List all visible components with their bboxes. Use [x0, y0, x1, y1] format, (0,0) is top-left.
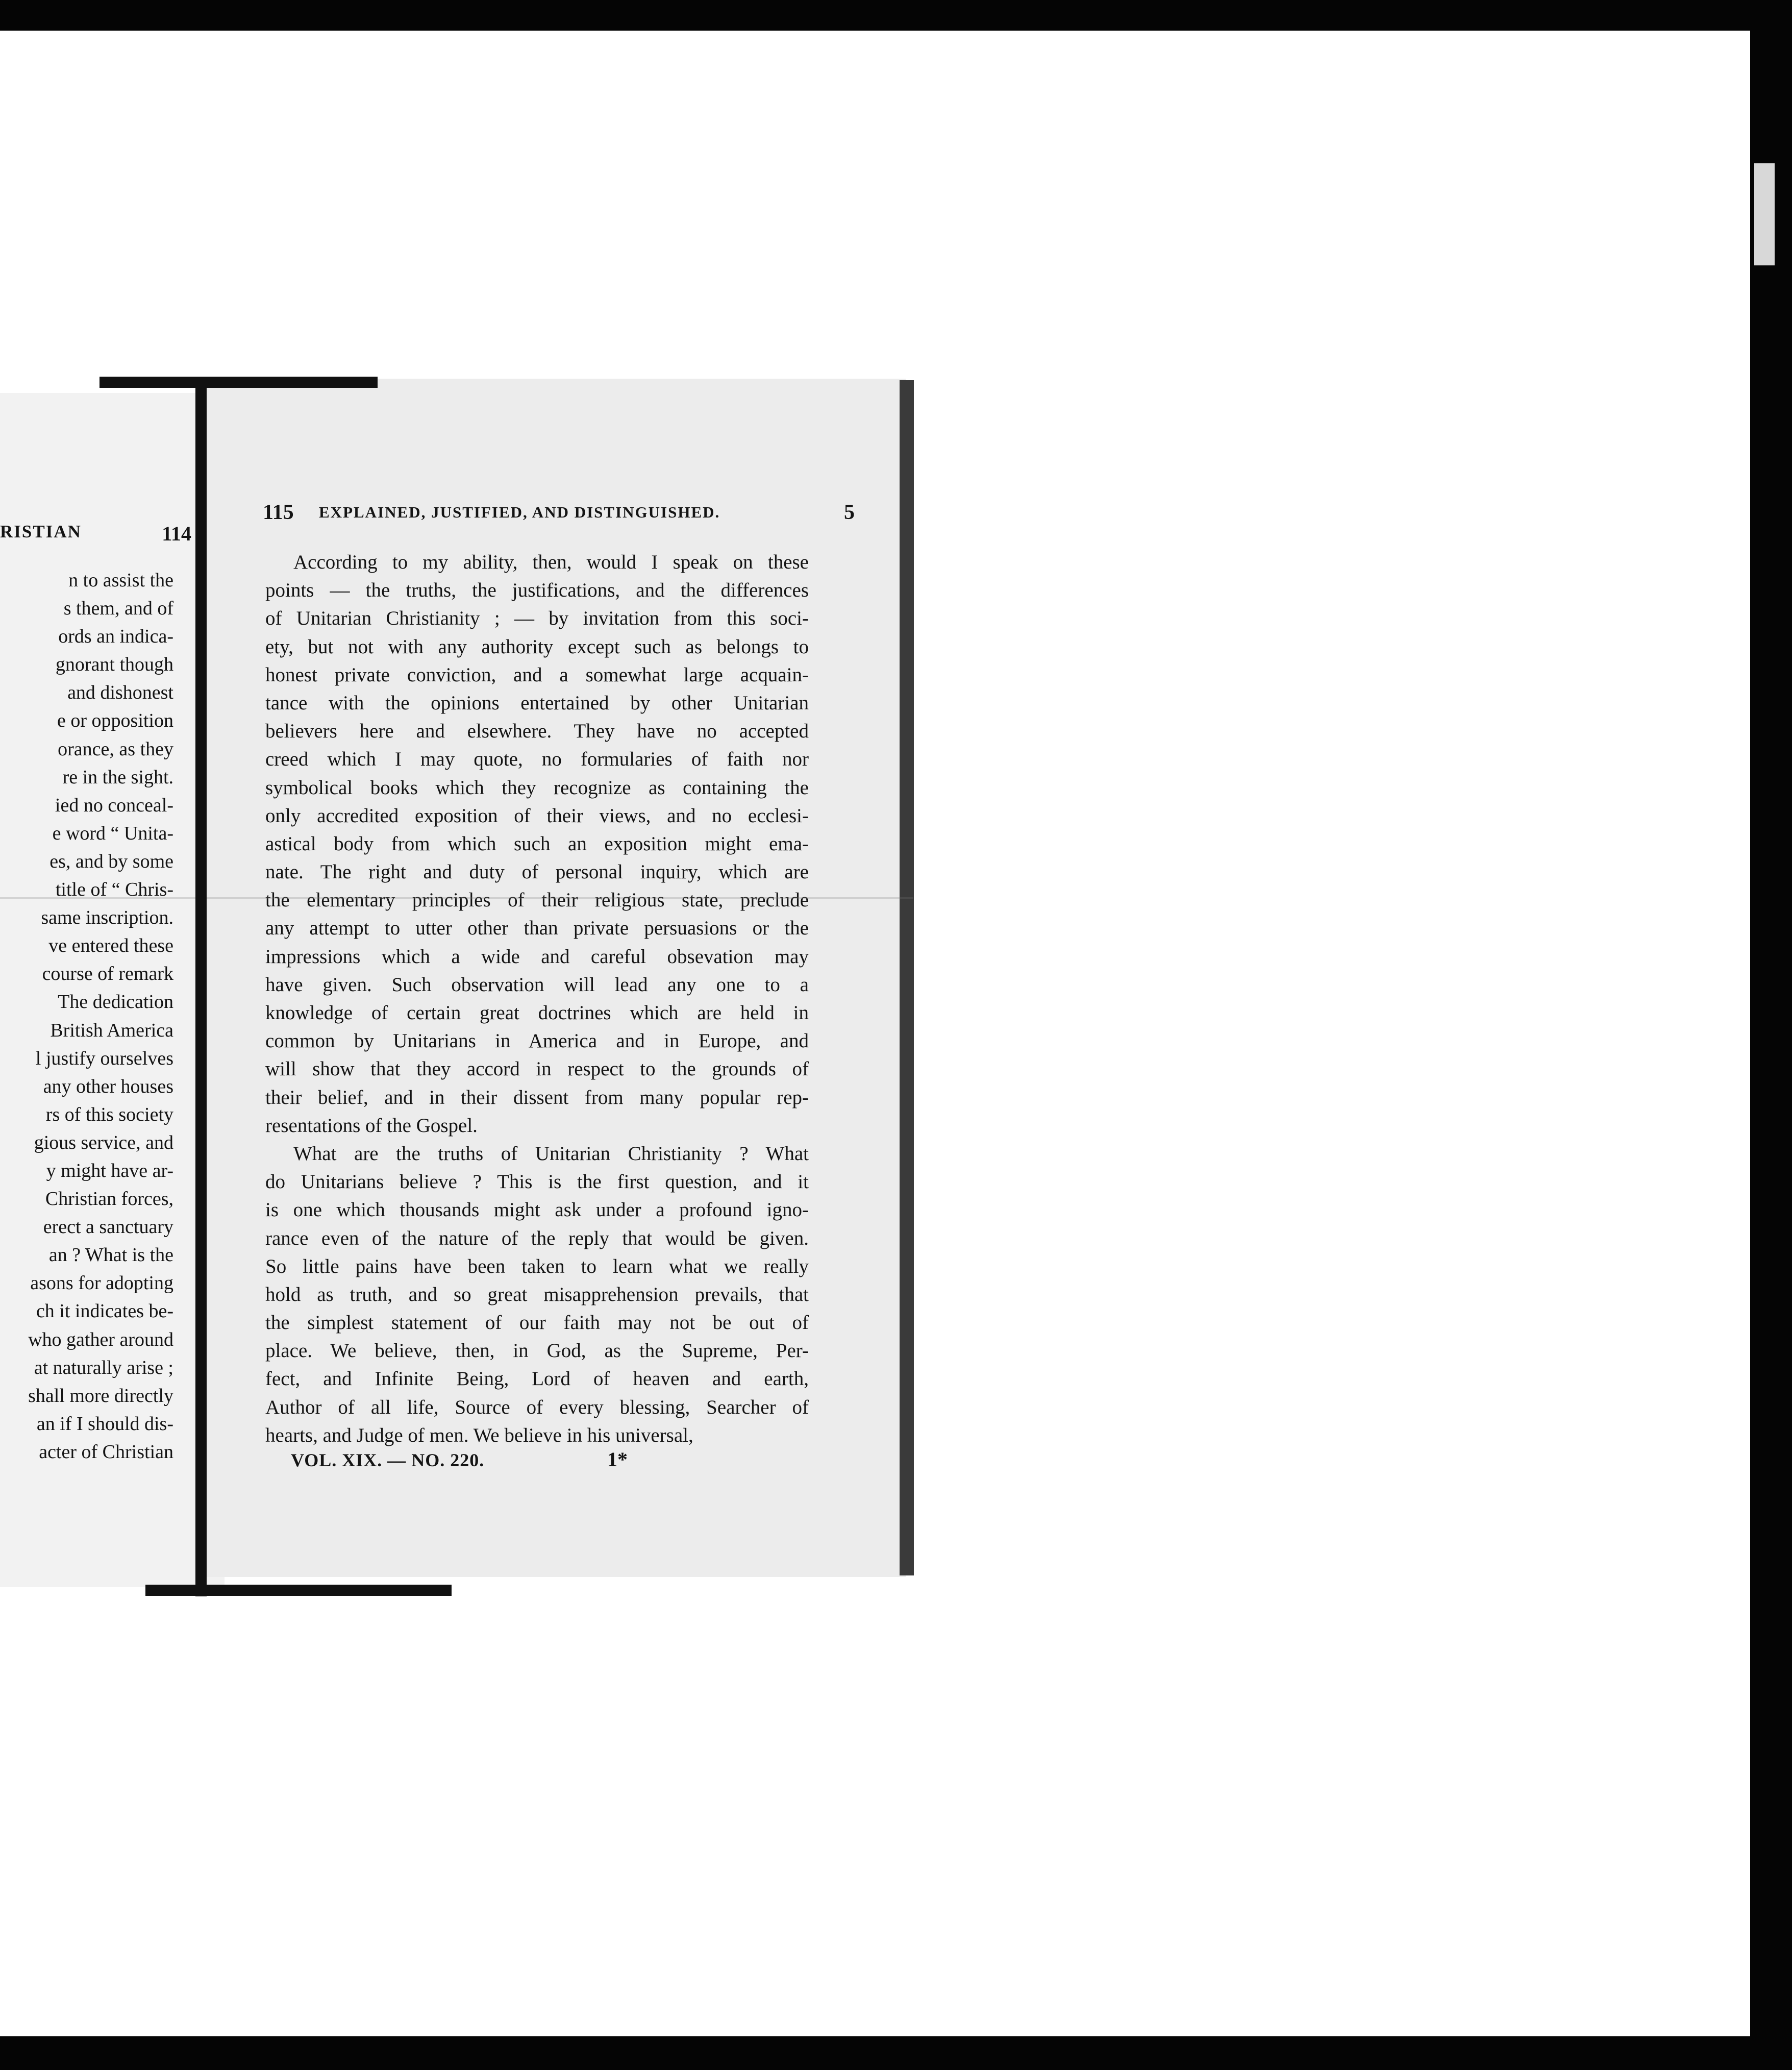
text-line: So little pains have been taken to learn what we really [265, 1255, 809, 1277]
scan-border-blemish [1754, 163, 1775, 265]
scan-border-bottom [0, 2036, 1792, 2070]
text-line: rance even of the nature of the reply that would be given. [265, 1227, 809, 1249]
text-line: Author of all life, Source of every blessing, Searcher of [265, 1396, 809, 1418]
left-text-line: Christian forces, [45, 1188, 173, 1210]
text-line: believers here and elsewhere. They have no accepted [265, 720, 809, 743]
text-line: is one which thousands might ask under a profound igno- [265, 1199, 809, 1221]
text-line: only accredited exposition of their views, and no ecclesi- [265, 804, 809, 827]
text-line: the elementary principles of their religious state, preclude [265, 889, 809, 911]
text-line: tance with the opinions entertained by other Unitarian [265, 692, 809, 714]
text-line: fect, and Infinite Being, Lord of heaven and earth, [265, 1368, 809, 1390]
left-text-line: e or opposition [57, 710, 173, 732]
text-line: do Unitarians believe ? This is the first question, and it [265, 1171, 809, 1193]
left-text-line: re in the sight. [62, 766, 173, 788]
left-text-line: gnorant though [55, 654, 173, 676]
left-text-line: l justify ourselves [35, 1047, 173, 1069]
left-text-line: erect a sanctuary [43, 1216, 173, 1238]
left-text-line: shall more directly [28, 1385, 173, 1407]
left-text-line: same inscription. [41, 907, 173, 929]
folio-number: 5 [844, 501, 855, 524]
left-text-line: e word “ Unita- [52, 822, 173, 844]
fold-line [0, 897, 913, 899]
left-page-text [28, 566, 173, 1466]
page-edge-shadow [900, 380, 914, 1575]
scan-border-top [0, 0, 1792, 31]
text-line: According to my ability, then, would I speak on these [293, 551, 809, 573]
left-running-head: RISTIAN [0, 522, 82, 541]
mount-strip-bottom [145, 1585, 452, 1596]
text-line: astical body from which such an exposition might ema- [265, 832, 809, 855]
mount-strip-vertical [195, 377, 207, 1596]
text-line: honest private conviction, and a somewhat large acquain- [265, 663, 809, 686]
left-text-line: title of “ Chris- [55, 879, 173, 901]
left-text-line: and dishonest [67, 682, 173, 704]
text-line: symbolical books which they recognize as containing the [265, 776, 809, 799]
left-text-line: asons for adopting [30, 1272, 173, 1294]
mount-strip-top [99, 377, 378, 388]
left-text-line: s them, and of [63, 598, 173, 620]
left-text-line: gious service, and [34, 1131, 173, 1153]
right-page [207, 379, 906, 1577]
left-text-line: orance, as they [58, 738, 173, 760]
left-text-line: ch it indicates be- [36, 1300, 173, 1322]
text-line: creed which I may quote, no formularies of faith nor [265, 748, 809, 771]
text-line: place. We believe, then, in God, as the Supreme, Per- [265, 1340, 809, 1362]
text-line: ety, but not with any authority except such as belongs to [265, 635, 809, 658]
left-text-line: acter of Christian [39, 1441, 173, 1463]
text-line: any attempt to utter other than private persuasions or the [265, 917, 809, 940]
text-line: their belief, and in their dissent from many popular rep- [265, 1086, 809, 1108]
left-text-line: an ? What is the [48, 1244, 173, 1266]
text-line: impressions which a wide and careful obsevation may [265, 945, 809, 968]
right-page-text [265, 548, 809, 1449]
scan-page-number: 115 [263, 501, 294, 524]
right-page-header [263, 500, 855, 531]
text-line: knowledge of certain great doctrines which are held in [265, 1002, 809, 1024]
text-line: resentations of the Gospel. [265, 1114, 478, 1137]
running-head: EXPLAINED, JUSTIFIED, AND DISTINGUISHED. [319, 503, 720, 521]
left-text-line: ve entered these [48, 935, 173, 957]
text-line: of Unitarian Christianity ; — by invitation from this soci- [265, 607, 809, 630]
text-line: points — the truths, the justifications, and the differences [265, 579, 809, 602]
left-text-line: ied no conceal- [55, 794, 173, 816]
right-page-footer [291, 1449, 699, 1480]
scan-border-right [1750, 0, 1792, 2070]
left-text-line: who gather around [28, 1328, 173, 1350]
left-text-line: an if I should dis- [36, 1413, 173, 1435]
left-text-line: any other houses [43, 1075, 173, 1097]
left-text-line: The dedication [58, 991, 173, 1013]
signature-mark: 1* [607, 1448, 628, 1471]
text-line: have given. Such observation will lead any one to a [265, 973, 809, 996]
left-text-line: British America [50, 1019, 173, 1041]
left-text-line: course of remark [42, 963, 173, 985]
volume-line: VOL. XIX. — NO. 220. [291, 1450, 485, 1470]
left-text-line: y might have ar- [46, 1160, 173, 1181]
left-text-line: ords an indica- [58, 626, 173, 648]
text-line: hold as truth, and so great misapprehension prevails, that [265, 1283, 809, 1305]
text-line: common by Unitarians in America and in Europe, and [265, 1030, 809, 1052]
left-text-line: rs of this society [45, 1103, 173, 1125]
text-line: hearts, and Judge of men. We believe in his universal, [265, 1424, 693, 1446]
text-line: What are the truths of Unitarian Christianity ? What [293, 1142, 809, 1165]
text-line: will show that they accord in respect to the grounds of [265, 1058, 809, 1080]
text-line: nate. The right and duty of personal inquiry, which are [265, 861, 809, 883]
left-text-line: at naturally arise ; [34, 1357, 173, 1378]
left-text-line: es, and by some [49, 850, 173, 872]
text-line: the simplest statement of our faith may not be out of [265, 1312, 809, 1334]
left-text-line: n to assist the [68, 570, 173, 591]
left-page [0, 393, 225, 1587]
left-page-number: 114 [162, 522, 191, 545]
